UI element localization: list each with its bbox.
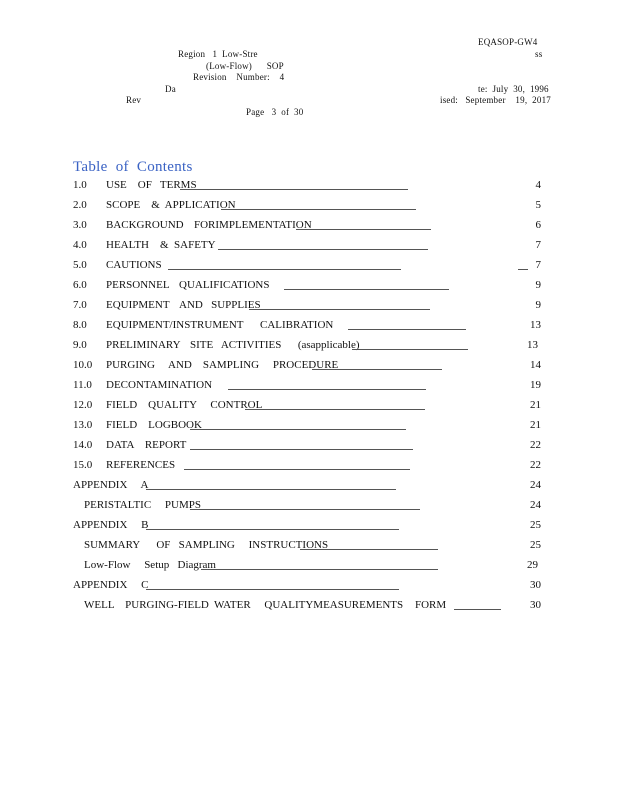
toc-entry-page: 14 [530,359,541,371]
toc-entry-number: 3.0 [73,219,87,231]
toc-entry-title: PRELIMINARY [106,339,181,351]
toc-entry-page: 13 [530,319,541,331]
toc-entry-title: EQUIPMENT [106,299,170,311]
toc-leader [296,229,431,230]
toc-entry[interactable] [0,438,618,454]
toc-appendix-item[interactable] [0,598,618,614]
toc-appendix-item-page: 24 [530,499,541,511]
toc-entry-number: 7.0 [73,299,87,311]
header-page-number: Page 3 of 30 [246,107,304,117]
toc-leader [146,529,399,530]
toc-entry-page: 13 [527,339,538,351]
toc-appendix-item-title: Low-Flow Setup Diagram [84,559,216,571]
toc-entry[interactable] [0,178,618,194]
header-revised-left: Rev [126,95,142,105]
toc-entry-title-cont: AND SUPPLIES [179,299,261,311]
toc-entry[interactable] [0,458,618,474]
header-title-right: ss [535,49,543,59]
toc-entry[interactable] [0,318,618,334]
toc-entry-number: 8.0 [73,319,87,331]
toc-entry-title: SCOPE & APPLICATION [106,199,236,211]
toc-appendix-label: APPENDIX B [73,519,149,531]
toc-leader [168,269,401,270]
header-revised-right: ised: September 19, 2017 [440,95,551,105]
doc-id: EQASOP-GW4 [478,37,538,47]
toc-leader [146,589,399,590]
toc-leader [348,329,466,330]
toc-entry-title: FIELD QUALITY CONTROL [106,399,263,411]
toc-entry-number: 10.0 [73,359,93,371]
toc-entry-page: 21 [530,399,541,411]
toc-entry-title-cont: QUALIFICATIONS [179,279,270,291]
toc-appendix-item-page: 30 [530,599,541,611]
toc-leader [190,429,406,430]
toc-entry-page: 22 [530,439,541,451]
toc-entry-title: DECONTAMINATION [106,379,213,391]
header-date-right: te: July 30, 1996 [478,84,549,94]
toc-leader [180,189,408,190]
toc-entry-title-cont: FORIMPLEMENTATION [194,219,312,231]
toc-entry-title: BACKGROUND [106,219,184,231]
toc-entry-page: 7 [535,259,541,271]
toc-appendix-item-title-end: FORM [415,599,447,611]
toc-entry-number: 6.0 [73,279,87,291]
toc-leader [146,489,396,490]
toc-entry-page: 4 [535,179,541,191]
toc-entry-number: 11.0 [73,379,92,391]
toc-entry[interactable] [0,358,618,374]
toc-appendix[interactable] [0,478,618,494]
header-title-left: Region 1 Low-Stre [178,49,258,59]
toc-entry-title: DATA REPORT [106,439,187,451]
header-sop-label: (Low-Flow) SOP [206,61,284,71]
toc-leader [245,409,425,410]
toc-leader [228,389,426,390]
toc-entry-page: 7 [535,239,541,251]
toc-leader [190,449,413,450]
toc-appendix-item-page: 29 [527,559,538,571]
toc-entry-title: REFERENCES [106,459,176,471]
toc-leader [201,569,438,570]
toc-entry-title: CAUTIONS [106,259,162,271]
header-date-left: Da [165,84,176,94]
toc-leader-tail [518,269,528,270]
toc-entry-page: 6 [535,219,541,231]
toc-entry-title: PURGING AND SAMPLING PROCEDURE [106,359,339,371]
toc-entry-number: 15.0 [73,459,93,471]
toc-appendix-item[interactable] [0,498,618,514]
toc-leader [221,209,416,210]
toc-title: Table of Contents [73,159,193,175]
toc-leader [218,249,428,250]
toc-entry-title-cont: CALIBRATION [260,319,334,331]
toc-entry[interactable] [0,238,618,254]
toc-appendix-page: 24 [530,479,541,491]
toc-entry[interactable] [0,278,618,294]
toc-entry[interactable] [0,338,618,354]
toc-appendix-item[interactable] [0,538,618,554]
toc-entry-number: 5.0 [73,259,87,271]
toc-appendix-label: APPENDIX A [73,479,149,491]
toc-entry-number: 2.0 [73,199,87,211]
toc-entry-page: 9 [535,279,541,291]
toc-leader [300,549,438,550]
toc-entry-title-cont: SITE ACTIVITIES (asapplicable) [190,339,360,351]
toc-entry-page: 5 [535,199,541,211]
toc-appendix-item-title: SUMMARY OF SAMPLING INSTRUCTIONS [84,539,329,551]
toc-entry-number: 12.0 [73,399,93,411]
header-revision-number: Revision Number: 4 [193,72,285,82]
toc-entry-title: HEALTH & SAFETY [106,239,216,251]
toc-entry-title: USE OF TERMS [106,179,197,191]
toc-entry[interactable] [0,378,618,394]
toc-leader [352,349,468,350]
toc-entry[interactable] [0,198,618,214]
toc-entry[interactable] [0,298,618,314]
toc-appendix[interactable] [0,518,618,534]
toc-entry-page: 22 [530,459,541,471]
toc-entry-page: 21 [530,419,541,431]
toc-appendix-item-title-cont: WATER QUALITYMEASUREMENTS [214,599,404,611]
toc-appendix-page: 30 [530,579,541,591]
toc-appendix-label: APPENDIX C [73,579,149,591]
toc-appendix-item[interactable] [0,558,618,574]
toc-entry-number: 9.0 [73,339,87,351]
toc-entry-page: 9 [535,299,541,311]
toc-leader [184,469,410,470]
toc-leader [249,309,430,310]
toc-appendix-item-page: 25 [530,539,541,551]
toc-appendix-item-title: PERISTALTIC PUMPS [84,499,201,511]
toc-entry[interactable] [0,418,618,434]
toc-entry[interactable] [0,258,618,274]
toc-leader [454,609,501,610]
toc-appendix-item-title: WELL PURGING-FIELD [84,599,209,611]
toc-entry-title: EQUIPMENT/INSTRUMENT [106,319,244,331]
toc-entry-number: 13.0 [73,419,93,431]
toc-appendix-page: 25 [530,519,541,531]
toc-leader [312,369,442,370]
toc-entry[interactable] [0,398,618,414]
toc-entry[interactable] [0,218,618,234]
toc-entry-title: PERSONNEL [106,279,170,291]
toc-entry-page: 19 [530,379,541,391]
toc-entry-title: FIELD LOGBOOK [106,419,202,431]
toc-leader [190,509,420,510]
toc-entry-number: 4.0 [73,239,87,251]
toc-entry-number: 1.0 [73,179,87,191]
toc-leader [284,289,449,290]
toc-entry-number: 14.0 [73,439,93,451]
toc-appendix[interactable] [0,578,618,594]
